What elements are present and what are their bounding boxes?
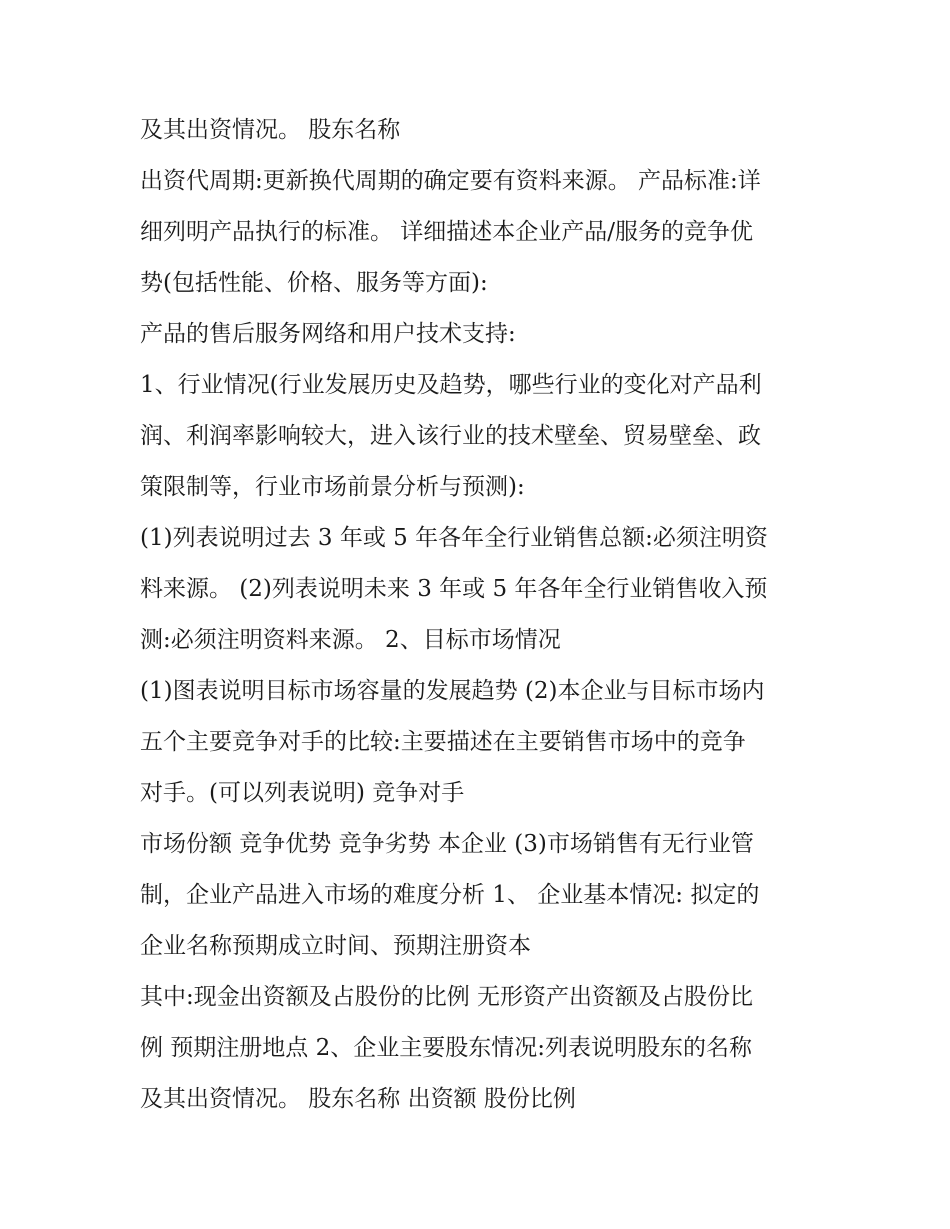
text-line: 及其出资情况。 股东名称 [140, 117, 401, 143]
text-line: 料来源。 (2)列表说明未来 3 年或 5 年各年全行业销售收入预 [140, 576, 768, 602]
document-body [140, 105, 820, 1125]
text-line: 测:必须注明资料来源。 2、目标市场情况 [140, 627, 561, 653]
text-line: 例 预期注册地点 2、企业主要股东情况:列表说明股东的名称 [140, 1035, 753, 1061]
text-line: 及其出资情况。 股东名称 出资额 股份比例 [140, 1086, 576, 1112]
text-line: 策限制等，行业市场前景分析与预测): [140, 474, 525, 500]
text-line: (1)图表说明目标市场容量的发展趋势 (2)本企业与目标市场内 [140, 678, 765, 704]
text-line: 势(包括性能、价格、服务等方面): [140, 270, 488, 296]
text-line: 企业名称预期成立时间、预期注册资本 [140, 933, 531, 959]
text-line: 市场份额 竞争优势 竞争劣势 本企业 (3)市场销售有无行业管 [140, 831, 754, 857]
text-line: 对手。(可以列表说明) 竞争对手 [140, 780, 465, 806]
text-line: 细列明产品执行的标准。 详细描述本企业产品/服务的竞争优 [140, 219, 754, 245]
text-line: 1、行业情况(行业发展历史及趋势，哪些行业的变化对产品利 [140, 372, 762, 398]
text-line: 出资代周期:更新换代周期的确定要有资料来源。 产品标准:详 [140, 168, 761, 194]
text-line: (1)列表说明过去 3 年或 5 年各年全行业销售总额:必须注明资 [140, 525, 768, 551]
text-line: 润、利润率影响较大，进入该行业的技术壁垒、贸易壁垒、政 [140, 423, 761, 449]
text-line: 五个主要竞争对手的比较:主要描述在主要销售市场中的竞争 [140, 729, 746, 755]
text-line: 产品的售后服务网络和用户技术支持: [140, 321, 516, 347]
text-line: 制，企业产品进入市场的难度分析 1、 企业基本情况: 拟定的 [140, 882, 760, 908]
text-line: 其中:现金出资额及占股份的比例 无形资产出资额及占股份比 [140, 984, 754, 1010]
